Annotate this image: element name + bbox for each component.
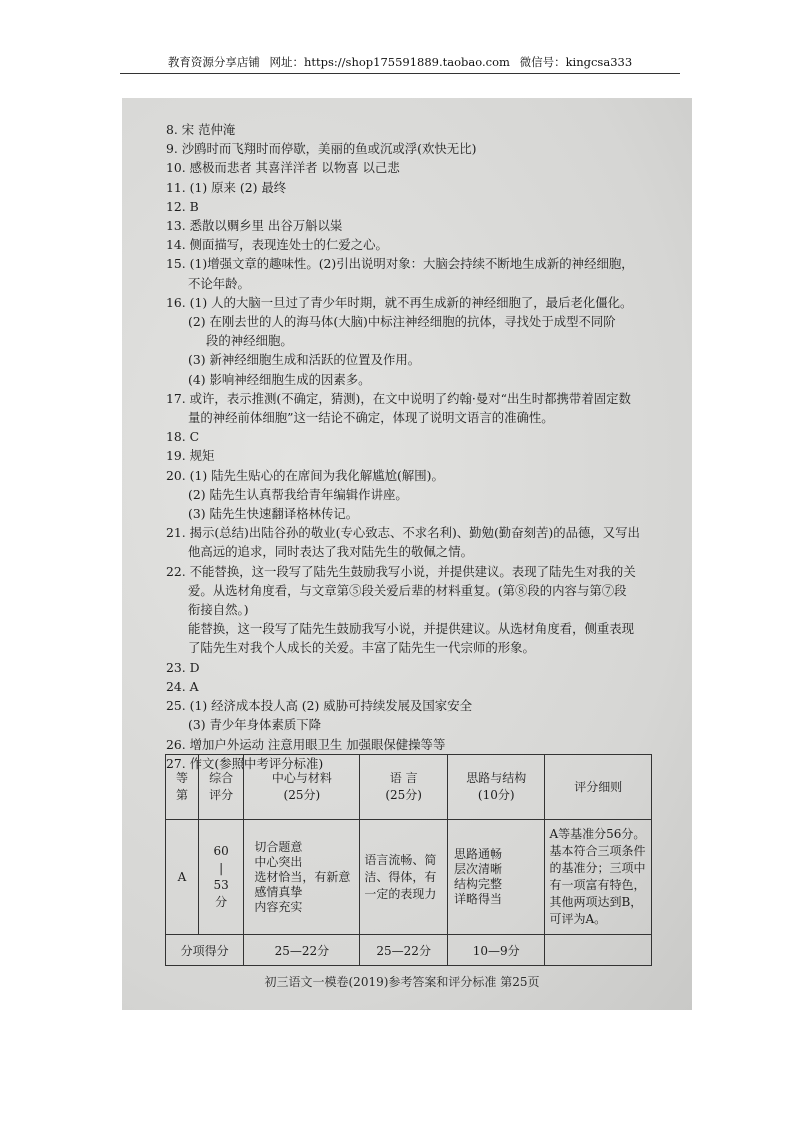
answer-line: 19. 规矩 xyxy=(166,448,215,464)
answer-list xyxy=(166,120,676,773)
header-grade: 等 第 xyxy=(166,755,199,820)
answer-line: 爱。从选材角度看，与文章第⑤段关爱后辈的材料重复。(第⑧段的内容与第⑦段 xyxy=(188,582,627,598)
score-range: 60 | 53 分 xyxy=(198,820,243,935)
subtotal-empty xyxy=(545,935,652,966)
answer-line: 24. A xyxy=(166,678,199,694)
answer-line: 10. 感极而悲者 其喜洋洋者 以物喜 以己悲 xyxy=(166,160,400,176)
header-structure: 思路与结构 (10分) xyxy=(448,755,545,820)
answer-line: (2) 在刚去世的人的海马体(大脑)中标注神经细胞的抗体，寻找处于成型不同阶 xyxy=(188,314,616,330)
answer-line: 22. 不能替换，这一段写了陆先生鼓励我写小说，并提供建议。表现了陆先生对我的关 xyxy=(166,563,636,579)
answer-line: (2) 陆先生认真帮我给青年编辑作讲座。 xyxy=(188,486,408,502)
answer-line: 12. B xyxy=(166,198,199,214)
subtotal-language: 25—22分 xyxy=(360,935,448,966)
answer-line: (3) 新神经细胞生成和活跃的位置及作用。 xyxy=(188,352,421,368)
answer-line: 能替换，这一段写了陆先生鼓励我写小说，并提供建议。从选材角度看，侧重表现 xyxy=(188,621,635,637)
answer-line: (3) 陆先生快速翻译格林传记。 xyxy=(188,506,359,522)
table-row xyxy=(166,935,652,966)
answer-line: 11. (1) 原来 (2) 最终 xyxy=(166,179,287,195)
page-header xyxy=(120,54,680,72)
shop-name: 教育资源分享店铺 xyxy=(167,55,260,69)
answer-line: (3) 青少年身体素质下降 xyxy=(188,717,322,733)
header-rubric: 评分细则 xyxy=(545,755,652,820)
rubric-detail: A等基准分56分。基本符合三项条件的基准分；三项中有一项富有特色，其他两项达到B，可评为A。 xyxy=(545,820,652,935)
answer-line: 26. 增加户外运动 注意用眼卫生 加强眼保健操等等 xyxy=(166,736,446,752)
answer-line: 8. 宋 范仲淹 xyxy=(166,122,236,137)
answer-line: 9. 沙鸥时而飞翔时而停歇，美丽的鱼或沉或浮(欢快无比) xyxy=(166,141,477,157)
answer-line: 不论年龄。 xyxy=(188,275,250,291)
answer-line: 25. (1) 经济成本投人高 (2) 威胁可持续发展及国家安全 xyxy=(166,698,472,714)
answer-line: 21. 揭示(总结)出陆谷孙的敬业(专心致志、不求名利)、勤勉(勤奋刻苦)的品德，又写出 xyxy=(166,525,640,541)
answer-line: 18. C xyxy=(166,429,200,445)
subtotal-structure: 10—9分 xyxy=(448,935,545,966)
structure-criteria: 思路通畅 层次清晰 结构完整 详略得当 xyxy=(448,820,545,935)
answer-line: (4) 影响神经细胞生成的因素多。 xyxy=(188,371,371,387)
table-header-row xyxy=(166,755,652,820)
answer-line: 14. 侧面描写，表现连处士的仁爱之心。 xyxy=(166,237,388,253)
shop-url[interactable]: 网址：https://shop175591889.taobao.com xyxy=(269,55,510,69)
subtotal-label: 分项得分 xyxy=(166,935,244,966)
answer-line: 段的神经细胞。 xyxy=(206,333,293,349)
table-row xyxy=(166,820,652,935)
answer-line: 他高远的追求，同时表达了我对陆先生的敬佩之情。 xyxy=(188,544,473,560)
language-criteria: 语言流畅、简洁、得体，有一定的表现力 xyxy=(360,820,448,935)
answer-line: 了陆先生对我个人成长的关爱。丰富了陆先生一代宗师的形象。 xyxy=(188,640,535,656)
answer-line: 20. (1) 陆先生贴心的在席间为我化解尴尬(解围)。 xyxy=(166,467,444,483)
wechat-id: 微信号：kingcsa333 xyxy=(519,55,633,69)
essay-scoring-table xyxy=(165,754,652,966)
answer-line: 23. D xyxy=(166,659,200,675)
scanned-answer-page xyxy=(122,98,692,1010)
header-language: 语 言 (25分) xyxy=(360,755,448,820)
header-total-score: 综合 评分 xyxy=(198,755,243,820)
answer-line: 15. (1)增强文章的趣味性。(2)引出说明对象：大脑会持续不断地生成新的神经细胞， xyxy=(166,256,634,272)
grade-a: A xyxy=(166,820,199,935)
page-footer: 初三语文一模卷(2019)参考答案和评分标准 第25页 xyxy=(264,975,540,989)
answer-line: 17. 或许，表示推测(不确定，猜测)，在文中说明了约翰·曼对“出生时都携带着固定数 xyxy=(166,390,631,406)
answer-line: 16. (1) 人的大脑一旦过了青少年时期，就不再生成新的神经细胞了，最后老化僵化。 xyxy=(166,294,633,310)
header-content-material: 中心与材料 (25分) xyxy=(244,755,360,820)
answer-line: 量的神经前体细胞”这一结论不确定，体现了说明文语言的准确性。 xyxy=(188,410,554,426)
answer-line: 衔接自然。) xyxy=(188,602,249,618)
subtotal-content: 25—22分 xyxy=(244,935,360,966)
answer-line: 13. 悉散以赒乡里 出谷万斛以粜 xyxy=(166,218,343,234)
header-divider xyxy=(120,73,680,74)
answer-line: 27. 作文(参照中考评分标准) xyxy=(166,755,324,771)
content-criteria: 切合题意 中心突出 选材恰当，有新意 感情真挚 内容充实 xyxy=(244,820,360,935)
